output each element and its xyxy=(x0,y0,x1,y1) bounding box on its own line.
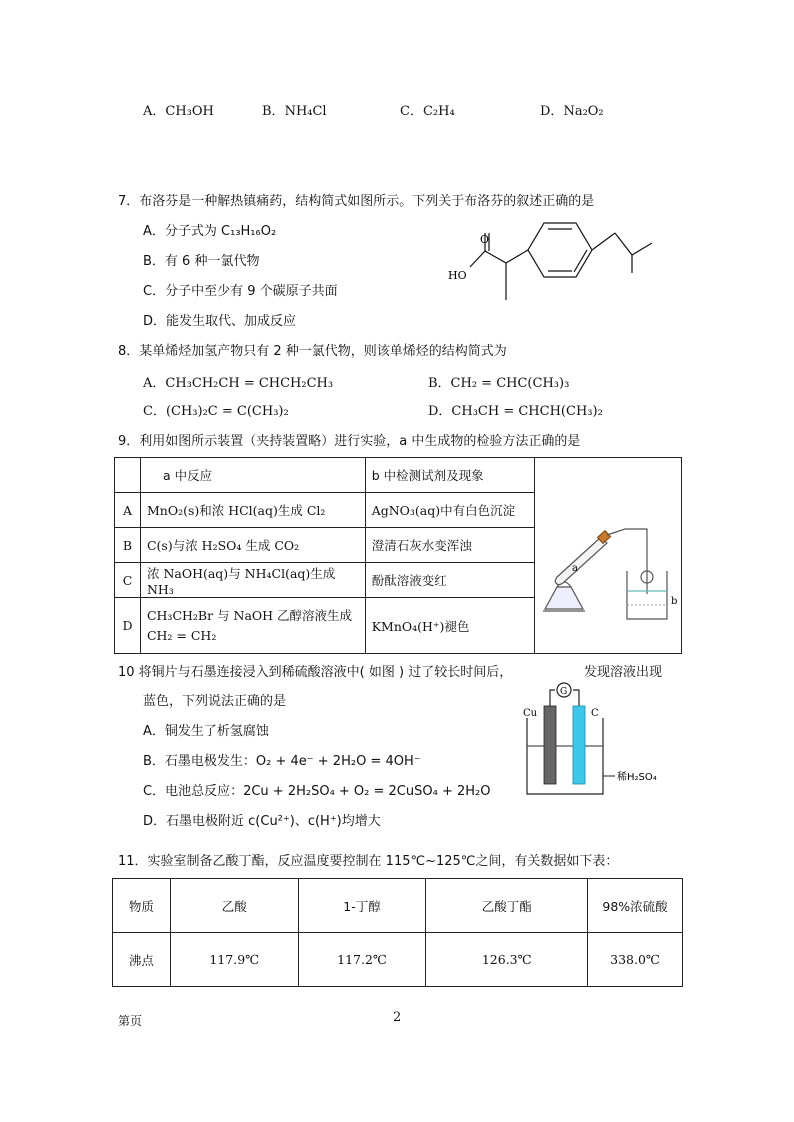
q7-option-d: D．能发生取代、加成反应 xyxy=(143,314,297,329)
q9-row-test: AgNO₃(aq)中有白色沉淀 xyxy=(365,493,534,528)
q11-value: 126.3℃ xyxy=(426,933,588,987)
footer-label: 第页 xyxy=(118,1014,143,1028)
cu-label: Cu xyxy=(523,708,538,719)
galvanometer-label: G xyxy=(560,687,568,697)
q9-row-reaction-line1: CH₃CH₂Br 与 NaOH 乙醇溶液生成 xyxy=(146,607,353,623)
q9-row-test: 澄清石灰水变浑浊 xyxy=(365,528,534,563)
ibuprofen-structure xyxy=(440,215,670,310)
q9-table xyxy=(114,457,682,654)
q11-header: 98%浓硫酸 xyxy=(588,879,683,933)
q10-option-a: A．铜发生了析氢腐蚀 xyxy=(143,724,269,739)
q10-option-b: B．石墨电极发生：O₂ + 4e⁻ + 2H₂O = 4OH⁻ xyxy=(143,754,421,769)
q11-value: 117.2℃ xyxy=(298,933,426,987)
apparatus-label-b: b xyxy=(670,596,678,607)
q11-header: 物质 xyxy=(113,879,171,933)
q7-stem: 7．布洛芬是一种解热镇痛药，结构简式如图所示。下列关于布洛芬的叙述正确的是 xyxy=(118,194,595,209)
q10-stem-line1: 10 将铜片与石墨连接浸入到稀硫酸溶液中( 如图 ) 过了较长时间后， xyxy=(118,665,513,680)
q11-header: 乙酸丁酯 xyxy=(426,879,588,933)
q8-stem: 8．某单烯烃加氢产物只有 2 种一氯代物，则该单烯烃的结构简式为 xyxy=(118,344,507,359)
q10-cell-diagram xyxy=(515,678,675,808)
q9-row-label: C xyxy=(115,563,141,598)
q9-header-reaction: a 中反应 xyxy=(140,458,365,493)
structure-ho-label: HO xyxy=(448,269,467,282)
q8-option-b: B．CH₂ = CHC(CH₃)₃ xyxy=(428,376,570,391)
q11-stem: 11．实验室制备乙酸丁酯，反应温度要控制在 115℃~125℃之间，有关数据如下表： xyxy=(118,854,619,869)
q6-option-a: A．CH₃OH xyxy=(143,104,214,119)
q11-header: 乙酸 xyxy=(170,879,298,933)
q9-stem: 9．利用如图所示装置（夹持装置略）进行实验，a 中生成物的检验方法正确的是 xyxy=(118,434,581,449)
solution-label: 稀H₂SO₄ xyxy=(617,772,657,783)
q11-header-row xyxy=(113,879,683,933)
q9-row-reaction: 浓 NaOH(aq)与 NH₄Cl(aq)生成 NH₃ xyxy=(140,563,365,598)
q9-row-reaction-line2: CH₂ = CH₂ xyxy=(146,627,217,643)
structure-o-label: O xyxy=(480,233,490,246)
q9-row-reaction xyxy=(140,598,365,654)
cu-electrode xyxy=(544,706,556,784)
q11-table xyxy=(112,878,683,987)
q10-stem-line2: 蓝色，下列说法正确的是 xyxy=(143,694,287,709)
q10-option-c: C．电池总反应：2Cu + 2H₂SO₄ + O₂ = 2CuSO₄ + 2H₂O xyxy=(143,784,491,799)
q6-option-d: D．Na₂O₂ xyxy=(540,104,604,119)
q9-row-test: 酚酞溶液变红 xyxy=(365,563,534,598)
q6-option-b: B．NH₄Cl xyxy=(262,104,327,119)
c-electrode xyxy=(573,706,585,784)
q9-row-reaction: MnO₂(s)和浓 HCl(aq)生成 Cl₂ xyxy=(140,493,365,528)
q8-option-c: C．(CH₃)₂C = C(CH₃)₂ xyxy=(143,404,289,419)
q9-apparatus-cell xyxy=(534,458,681,654)
q7-option-c: C．分子中至少有 9 个碳原子共面 xyxy=(143,284,338,299)
q7-option-a: A．分子式为 C₁₃H₁₆O₂ xyxy=(143,224,277,239)
c-label: C xyxy=(591,708,599,719)
apparatus-label-a: a xyxy=(571,563,578,574)
page-number: 2 xyxy=(393,1010,402,1025)
q9-row-reaction: C(s)与浓 H₂SO₄ 生成 CO₂ xyxy=(140,528,365,563)
q9-row-label: A xyxy=(115,493,141,528)
q11-value: 117.9℃ xyxy=(170,933,298,987)
q10-stem-line1-tail: 发现溶液出现 xyxy=(584,665,663,680)
q10-option-d: D．石墨电极附近 c(Cu²⁺)、c(H⁺)均增大 xyxy=(143,814,381,829)
q11-value: 338.0℃ xyxy=(588,933,683,987)
q11-header: 1-丁醇 xyxy=(298,879,426,933)
q11-data-row xyxy=(113,933,683,987)
q11-row-label: 沸点 xyxy=(113,933,171,987)
q9-row-label: B xyxy=(115,528,141,563)
q9-row-test: KMnO₄(H⁺)褪色 xyxy=(365,598,534,654)
q9-header-blank xyxy=(115,458,141,493)
q9-apparatus-diagram xyxy=(535,459,681,649)
q6-option-c: C．C₂H₄ xyxy=(400,104,455,119)
q9-header-test: b 中检测试剂及现象 xyxy=(365,458,534,493)
q8-option-a: A．CH₃CH₂CH = CHCH₂CH₃ xyxy=(143,376,334,391)
q8-option-d: D．CH₃CH = CHCH(CH₃)₂ xyxy=(428,404,603,419)
q7-option-b: B．有 6 种一氯代物 xyxy=(143,254,260,269)
q9-row-label: D xyxy=(115,598,141,654)
